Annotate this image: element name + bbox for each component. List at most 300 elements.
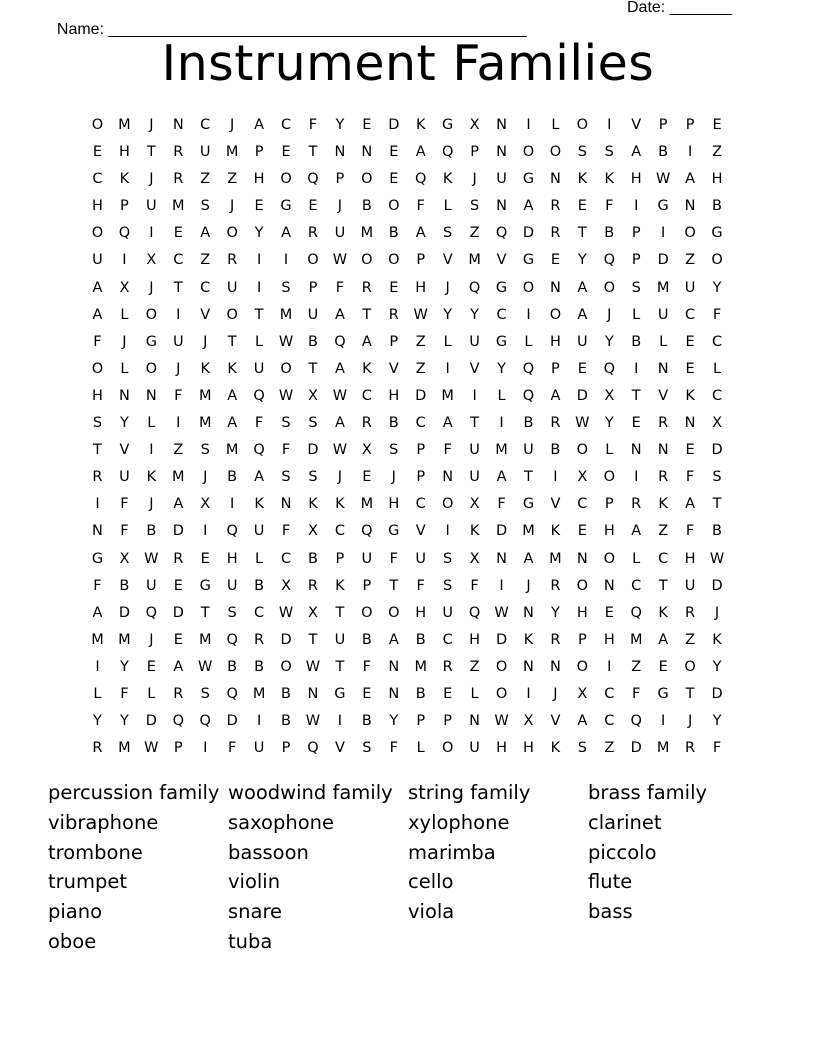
grid-letter: T xyxy=(308,144,318,161)
word-bank-item: flute xyxy=(588,870,633,894)
grid-letter: H xyxy=(684,550,696,567)
grid-letter: R xyxy=(173,144,184,161)
grid-letter: H xyxy=(523,740,534,757)
grid-letter: U xyxy=(253,523,265,540)
grid-letter: X xyxy=(119,550,130,567)
grid-letter: M xyxy=(495,442,508,459)
grid-letter: Y xyxy=(712,279,722,296)
grid-letter: O xyxy=(388,198,400,215)
grid-letter: J xyxy=(230,117,235,133)
grid-letter: B xyxy=(281,713,291,730)
grid-letter: C xyxy=(415,496,426,513)
grid-letter: U xyxy=(334,631,346,648)
grid-letter: S xyxy=(281,279,291,296)
word-bank-item: snare xyxy=(228,900,283,924)
grid-letter: A xyxy=(254,469,265,486)
grid-letter: Q xyxy=(118,225,131,242)
grid-letter: E xyxy=(577,198,587,215)
grid-letter: O xyxy=(576,117,589,133)
grid-letter: H xyxy=(603,523,615,540)
grid-letter: Q xyxy=(172,713,184,730)
grid-letter: X xyxy=(712,415,722,432)
worksheet-header xyxy=(48,0,748,38)
grid-letter: D xyxy=(576,387,588,404)
grid-letter: X xyxy=(308,523,318,540)
grid-letter: N xyxy=(469,713,481,730)
grid-letter: B xyxy=(361,631,372,648)
grid-letter: D xyxy=(711,442,723,459)
grid-letter: O xyxy=(441,740,454,757)
grid-letter: Y xyxy=(604,333,614,350)
grid-letter: A xyxy=(281,225,291,242)
grid-letter: E xyxy=(631,415,641,432)
grid-letter: I xyxy=(95,658,100,675)
grid-letter: R xyxy=(685,604,696,621)
grid-letter: O xyxy=(145,360,158,377)
grid-letter: Y xyxy=(93,713,102,730)
grid-letter: N xyxy=(118,387,130,404)
grid-letter: F xyxy=(227,740,237,757)
grid-letter: C xyxy=(280,117,292,133)
grid-letter: S xyxy=(604,144,614,161)
grid-letter: L xyxy=(93,685,102,702)
grid-letter: U xyxy=(172,333,184,350)
grid-letter: N xyxy=(549,658,561,675)
grid-letter: Q xyxy=(226,685,238,702)
grid-letter: Z xyxy=(685,631,696,648)
grid-letter: O xyxy=(441,496,454,513)
grid-letter: B xyxy=(254,658,265,675)
grid-letter: C xyxy=(200,279,211,296)
grid-letter: R xyxy=(361,415,372,432)
grid-letter: G xyxy=(522,252,535,269)
grid-letter: B xyxy=(361,198,372,215)
grid-letter: F xyxy=(685,523,695,540)
grid-letter: I xyxy=(230,496,235,513)
grid-letter: F xyxy=(712,306,722,323)
word-bank-item: percussion family xyxy=(48,781,220,804)
grid-letter: E xyxy=(389,144,399,161)
grid-letter: H xyxy=(630,171,642,188)
grid-letter: U xyxy=(92,252,103,269)
grid-letter: E xyxy=(362,685,372,702)
grid-letter: A xyxy=(334,415,345,432)
grid-letter: I xyxy=(337,713,343,730)
grid-letter: T xyxy=(200,604,210,621)
grid-letter: Y xyxy=(712,713,722,730)
grid-letter: S xyxy=(227,604,237,621)
grid-letter: C xyxy=(200,117,211,133)
grid-letter: A xyxy=(685,171,696,188)
grid-letter: H xyxy=(92,198,103,215)
grid-letter: B xyxy=(119,577,130,594)
grid-letter: E xyxy=(658,658,668,675)
grid-letter: J xyxy=(526,577,531,594)
grid-letter: L xyxy=(659,333,668,350)
grid-letter: H xyxy=(388,387,400,404)
grid-letter: A xyxy=(92,279,103,296)
grid-letter: I xyxy=(176,306,181,323)
grid-letter: K xyxy=(550,740,561,757)
grid-letter: A xyxy=(227,387,238,404)
grid-letter: S xyxy=(281,469,291,486)
grid-letter: D xyxy=(630,740,642,757)
grid-letter: M xyxy=(441,387,454,404)
grid-letter: R xyxy=(550,415,561,432)
grid-letter: E xyxy=(362,117,372,133)
grid-letter: S xyxy=(712,469,722,486)
grid-letter: U xyxy=(684,279,696,296)
grid-letter: J xyxy=(203,333,208,350)
grid-letter: B xyxy=(281,685,291,702)
grid-letter: C xyxy=(334,523,345,540)
grid-letter: W xyxy=(494,604,509,621)
grid-letter: E xyxy=(173,577,183,594)
grid-letter: U xyxy=(307,306,319,323)
grid-letter: S xyxy=(200,442,210,459)
grid-letter: Y xyxy=(604,415,614,432)
grid-letter: I xyxy=(283,252,289,269)
grid-letter: X xyxy=(577,685,588,702)
grid-letter: C xyxy=(442,631,453,648)
grid-letter: I xyxy=(176,415,181,432)
date-field-line: Date: _______ xyxy=(627,0,732,16)
word-bank-item: piano xyxy=(48,900,103,924)
grid-letter: Z xyxy=(658,523,669,540)
grid-letter: A xyxy=(631,144,642,161)
grid-letter: J xyxy=(391,469,396,486)
grid-letter: I xyxy=(256,713,262,730)
grid-letter: T xyxy=(389,577,399,594)
grid-letter: I xyxy=(95,496,100,513)
grid-letter: M xyxy=(414,658,427,675)
grid-letter: A xyxy=(254,117,265,133)
grid-letter: L xyxy=(497,387,506,404)
grid-letter: H xyxy=(603,631,615,648)
grid-letter: T xyxy=(712,496,722,513)
grid-letter: T xyxy=(362,306,372,323)
grid-letter: X xyxy=(146,252,157,269)
grid-letter: T xyxy=(93,442,102,459)
grid-letter: R xyxy=(550,631,561,648)
grid-letter: O xyxy=(522,144,535,161)
grid-letter: G xyxy=(522,171,535,188)
grid-letter: Z xyxy=(604,740,615,757)
grid-letter: A xyxy=(442,415,453,432)
grid-letter: P xyxy=(658,117,668,133)
grid-letter: G xyxy=(495,333,508,350)
grid-letter: U xyxy=(226,279,238,296)
grid-letter: B xyxy=(388,225,399,242)
grid-letter: Z xyxy=(415,333,426,350)
grid-letter: Q xyxy=(603,360,615,377)
grid-letter: Y xyxy=(119,415,129,432)
word-bank-item: bass xyxy=(588,900,633,924)
grid-letter: K xyxy=(227,360,237,377)
grid-letter: N xyxy=(684,198,696,215)
grid-letter: T xyxy=(631,387,641,404)
grid-letter: I xyxy=(499,577,504,594)
grid-letter: C xyxy=(254,604,265,621)
grid-letter: T xyxy=(685,685,695,702)
grid-letter: Y xyxy=(389,713,399,730)
grid-letter: I xyxy=(634,198,639,215)
grid-letter: N xyxy=(496,198,507,215)
grid-letter: D xyxy=(172,523,184,540)
grid-letter: O xyxy=(684,225,696,242)
grid-letter: R xyxy=(685,740,696,757)
grid-letter: C xyxy=(280,550,292,567)
grid-letter: N xyxy=(549,171,561,188)
grid-letter: C xyxy=(604,685,615,702)
grid-letter: C xyxy=(361,387,372,404)
grid-letter: D xyxy=(226,713,238,730)
grid-letter: M xyxy=(656,740,670,757)
grid-letter: P xyxy=(362,577,372,594)
grid-letter: H xyxy=(388,496,400,513)
grid-letter: B xyxy=(712,198,722,215)
grid-letter: V xyxy=(334,740,345,757)
grid-letter: W xyxy=(332,387,348,404)
grid-letter: I xyxy=(256,279,262,296)
grid-letter: O xyxy=(576,577,589,594)
grid-letter: I xyxy=(526,685,531,702)
grid-letter: R xyxy=(388,306,399,323)
word-bank-item: string family xyxy=(408,781,531,804)
grid-letter: F xyxy=(174,387,183,404)
grid-letter: V xyxy=(550,713,561,730)
grid-letter: W xyxy=(655,171,671,188)
grid-letter: P xyxy=(389,333,399,350)
grid-letter: C xyxy=(577,496,588,513)
grid-letter: O xyxy=(361,171,373,188)
grid-letter: Z xyxy=(631,658,642,675)
grid-letter: L xyxy=(605,442,614,459)
grid-letter: Q xyxy=(334,333,346,350)
grid-letter: N xyxy=(92,523,103,540)
grid-letter: M xyxy=(198,631,212,648)
grid-letter: X xyxy=(577,469,588,486)
grid-letter: W xyxy=(198,658,213,675)
grid-letter: O xyxy=(145,306,158,323)
grid-letter: O xyxy=(711,252,723,269)
grid-letter: B xyxy=(523,415,534,432)
grid-letter: E xyxy=(92,144,103,161)
grid-letter: U xyxy=(361,550,373,567)
word-bank-item: viola xyxy=(408,900,455,924)
word-bank-item: brass family xyxy=(588,781,708,804)
grid-letter: O xyxy=(226,306,238,323)
grid-letter: O xyxy=(388,604,400,621)
grid-letter: T xyxy=(146,144,156,161)
grid-letter: A xyxy=(415,144,426,161)
grid-letter: M xyxy=(360,225,374,242)
grid-letter: U xyxy=(334,225,346,242)
grid-letter: P xyxy=(416,252,426,269)
grid-letter: A xyxy=(523,550,534,567)
grid-letter: E xyxy=(604,604,614,621)
grid-letter: V xyxy=(200,306,211,323)
grid-letter: V xyxy=(442,252,453,269)
grid-letter: K xyxy=(658,496,668,513)
grid-letter: D xyxy=(495,523,508,540)
grid-letter: A xyxy=(334,360,345,377)
grid-letter: M xyxy=(468,252,481,269)
word-bank-item: vibraphone xyxy=(48,810,159,834)
grid-letter: O xyxy=(576,442,589,459)
grid-letter: W xyxy=(575,415,590,432)
grid-letter: I xyxy=(499,415,504,432)
grid-letter: P xyxy=(254,144,264,161)
grid-letter: A xyxy=(361,333,372,350)
grid-letter: N xyxy=(145,387,157,404)
grid-letter: D xyxy=(522,225,535,242)
grid-letter: Y xyxy=(550,604,560,621)
grid-letter: Y xyxy=(254,225,264,242)
grid-letter: B xyxy=(550,442,561,459)
grid-letter: S xyxy=(200,198,210,215)
grid-letter: S xyxy=(281,415,291,432)
grid-letter: M xyxy=(118,740,131,757)
grid-letter: G xyxy=(711,225,723,242)
grid-letter: W xyxy=(278,333,294,350)
grid-letter: N xyxy=(630,442,642,459)
grid-letter: Q xyxy=(361,523,373,540)
grid-letter: Q xyxy=(630,604,642,621)
grid-letter: N xyxy=(603,577,615,594)
grid-letter: Y xyxy=(497,360,506,377)
grid-letter: X xyxy=(523,713,534,730)
grid-letter: O xyxy=(495,658,508,675)
grid-letter: H xyxy=(576,604,588,621)
grid-letter: J xyxy=(714,604,720,621)
grid-letter: V xyxy=(631,117,642,133)
grid-letter: O xyxy=(361,252,373,269)
grid-letter: Q xyxy=(522,360,535,377)
grid-letter: D xyxy=(711,685,723,702)
grid-letter: N xyxy=(307,685,319,702)
grid-letter: M xyxy=(172,198,185,215)
grid-letter: B xyxy=(361,713,372,730)
grid-letter: A xyxy=(388,631,399,648)
grid-letter: T xyxy=(308,360,318,377)
grid-letter: S xyxy=(443,550,453,567)
grid-letter: O xyxy=(684,658,696,675)
grid-letter: O xyxy=(226,225,238,242)
grid-letter: O xyxy=(603,550,615,567)
grid-letter: K xyxy=(335,496,345,513)
grid-letter: P xyxy=(335,171,345,188)
grid-letter: O xyxy=(522,279,535,296)
grid-letter: J xyxy=(176,360,181,377)
grid-letter: X xyxy=(281,577,291,594)
grid-letter: S xyxy=(443,577,453,594)
grid-letter: L xyxy=(147,685,156,702)
grid-letter: N xyxy=(334,144,346,161)
grid-letter: P xyxy=(173,740,183,757)
grid-letter: R xyxy=(442,658,453,675)
grid-letter: Q xyxy=(145,604,158,621)
grid-letter: A xyxy=(173,496,184,513)
word-bank-item: cello xyxy=(408,870,454,894)
grid-letter: J xyxy=(149,496,154,513)
grid-letter: A xyxy=(227,415,238,432)
grid-letter: P xyxy=(470,144,479,161)
grid-letter: A xyxy=(550,387,561,404)
grid-letter: T xyxy=(470,415,480,432)
grid-letter: X xyxy=(361,442,372,459)
grid-letter: K xyxy=(146,469,157,486)
grid-letter: K xyxy=(523,631,534,648)
grid-letter: I xyxy=(149,442,154,459)
grid-letter: J xyxy=(122,333,127,350)
grid-letter: Z xyxy=(200,171,211,188)
grid-letter: E xyxy=(308,198,318,215)
grid-letter: H xyxy=(253,171,265,188)
grid-letter: Y xyxy=(443,306,453,323)
grid-letter: A xyxy=(415,225,426,242)
grid-letter: O xyxy=(495,685,508,702)
grid-letter: H xyxy=(118,144,130,161)
grid-letter: J xyxy=(607,306,612,323)
grid-letter: F xyxy=(93,333,102,350)
grid-letter: T xyxy=(254,306,264,323)
grid-letter: H xyxy=(415,604,427,621)
grid-letter: G xyxy=(145,333,157,350)
grid-letter: R xyxy=(550,198,561,215)
grid-letter: L xyxy=(416,740,425,757)
grid-letter: A xyxy=(334,306,345,323)
grid-letter: N xyxy=(576,550,588,567)
grid-letter: N xyxy=(523,604,534,621)
grid-letter: I xyxy=(122,252,127,269)
grid-letter: K xyxy=(685,387,695,404)
grid-letter: Y xyxy=(335,117,345,133)
grid-letter: K xyxy=(415,117,426,133)
grid-letter: J xyxy=(149,631,154,648)
grid-letter: M xyxy=(118,631,131,648)
grid-letter: U xyxy=(146,198,157,215)
grid-letter: Z xyxy=(227,171,238,188)
grid-letter: R xyxy=(307,577,318,594)
grid-letter: E xyxy=(685,333,695,350)
grid-letter: T xyxy=(173,279,183,296)
grid-letter: J xyxy=(203,469,208,486)
grid-letter: I xyxy=(607,658,612,675)
grid-letter: A xyxy=(523,198,534,215)
grid-letter: W xyxy=(305,658,321,675)
grid-letter: M xyxy=(118,117,131,133)
grid-letter: Q xyxy=(468,279,481,296)
grid-letter: O xyxy=(576,658,589,675)
word-bank-item: oboe xyxy=(48,929,97,953)
grid-letter: R xyxy=(658,469,669,486)
grid-letter: O xyxy=(91,360,104,377)
grid-letter: K xyxy=(442,171,453,188)
grid-letter: A xyxy=(577,713,588,730)
grid-letter: F xyxy=(362,658,372,675)
grid-letter: T xyxy=(227,333,237,350)
grid-letter: B xyxy=(227,469,238,486)
grid-letter: U xyxy=(415,550,427,567)
grid-letter: L xyxy=(551,117,560,133)
grid-letter: N xyxy=(496,117,507,133)
grid-letter: E xyxy=(443,685,453,702)
word-bank-item: violin xyxy=(228,870,281,894)
grid-letter: O xyxy=(280,171,292,188)
grid-letter: G xyxy=(280,198,292,215)
grid-letter: I xyxy=(445,360,450,377)
